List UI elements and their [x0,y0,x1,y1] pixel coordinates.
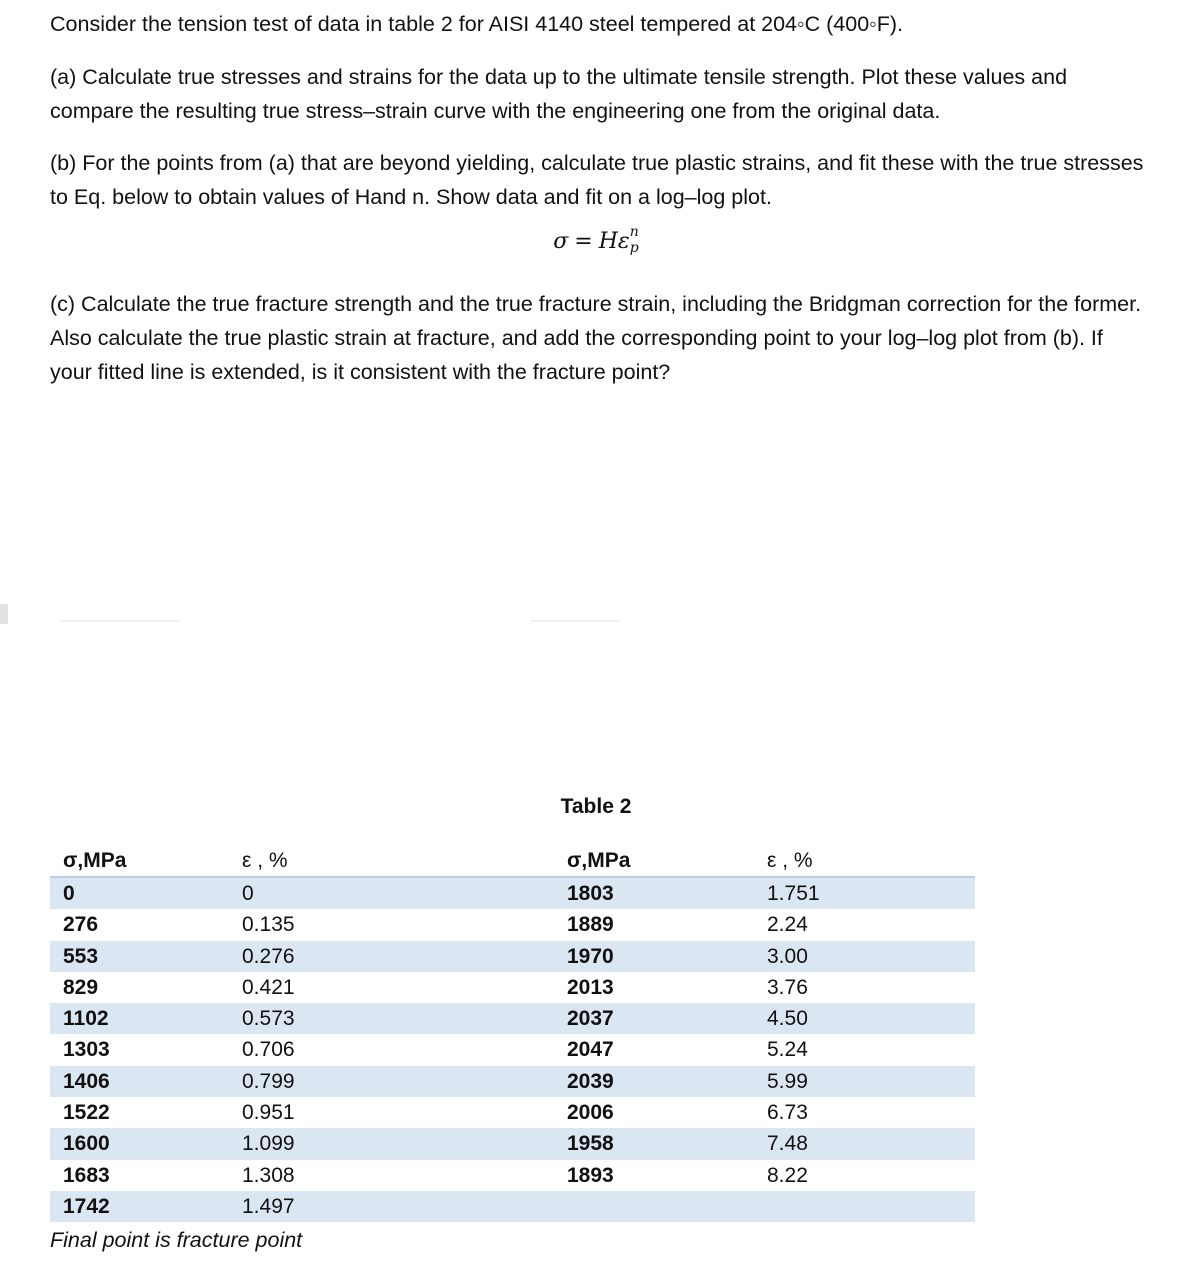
cell-stress: 1102 [63,1007,109,1031]
cell-strain: 2.24 [767,913,808,937]
cell-stress: 1522 [63,1101,110,1125]
equation-exponent: n [629,224,639,240]
table-header-row [50,846,975,878]
cell-stress: 276 [63,913,99,937]
equation-coefficient: H [598,229,618,254]
equation-subscript: p [629,240,639,256]
table-row [50,1128,975,1159]
problem-part-a: (a) Calculate true stresses and strains for the data up to the ultimate tensile strength. Plot these values and compare the resulting true stress–strain curve with the engineering one from the original data. [50,65,1068,123]
tension-data-table [50,846,975,1222]
problem-part-c: (c) Calculate the true fracture strength and the true fracture strain, including the Bridgman correction for the former. Also calculate the true plastic strain at fracture, and add the corresponding point to your log–log plot from (b). If your fitted line is extended, is it consistent with the fracture point? [50,292,1142,384]
cell-strain: 0.276 [242,944,295,968]
cell-strain: 1.497 [242,1194,295,1218]
table-row [50,1097,975,1128]
problem-part-b: (b) For the points from (a) that are beyond yielding, calculate true plastic strains, and fit these with the true stresses to Eq. below to obtain values of Hand n. Show data and fit on a log–log plot. [50,151,1144,209]
table-row [50,941,975,972]
table-row [50,972,975,1003]
cell-stress: 1303 [63,1038,110,1062]
cell-strain: 0.135 [242,913,295,937]
table-row [50,878,975,909]
cell-strain: 3.00 [767,944,808,968]
cell-stress: 0 [63,882,75,905]
cell-stress: 1889 [567,913,614,937]
equation-equals: = [574,229,593,254]
cell-stress: 2037 [567,1007,614,1031]
table-row [50,909,975,940]
cell-strain: 7.48 [767,1132,808,1156]
table-footnote: Final point is fracture point [50,1228,303,1252]
cell-stress: 829 [63,975,99,999]
cell-strain: 0 [242,882,254,905]
cell-strain: 4.50 [767,1007,808,1031]
cell-stress: 1958 [567,1132,614,1156]
equation-variable: ε [617,229,630,254]
cell-strain: 0.573 [242,1007,295,1031]
cell-strain: 0.706 [242,1038,295,1062]
hollomon-equation [0,224,1179,256]
scan-artifact-line [530,620,620,622]
table-row [50,1160,975,1191]
cell-strain: 3.76 [767,975,808,999]
cell-stress: 1742 [63,1194,110,1218]
problem-intro: Consider the tension test of data in table 2 for AISI 4140 steel tempered at 204◦C (400◦F). [50,12,904,36]
cell-stress: 1970 [567,944,614,968]
cell-strain: 1.308 [242,1163,295,1187]
cell-strain: 1.751 [767,882,820,905]
cell-stress: 1683 [63,1163,110,1187]
table-row [50,1034,975,1065]
cell-strain: 5.24 [767,1038,808,1062]
table-row [50,1066,975,1097]
header-stress: σ,MPa [567,849,631,872]
cell-strain: 8.22 [767,1163,808,1187]
cell-stress: 1893 [567,1163,614,1187]
scan-artifact-line [60,620,180,622]
header-stress: σ,MPa [63,849,127,872]
equation-lhs: σ [553,229,569,254]
scan-artifact [0,604,8,624]
table-caption: Table 2 [560,795,632,818]
cell-strain: 5.99 [767,1069,808,1093]
cell-strain: 0.421 [242,975,295,999]
cell-stress: 2039 [567,1069,614,1093]
cell-strain: 0.951 [242,1101,295,1125]
cell-strain: 0.799 [242,1069,295,1093]
header-strain: ε , % [767,849,813,872]
cell-strain: 6.73 [767,1101,808,1125]
cell-stress: 2047 [567,1038,614,1062]
cell-strain: 1.099 [242,1132,295,1156]
cell-stress: 1600 [63,1132,110,1156]
cell-stress: 553 [63,944,99,968]
header-strain: ε , % [242,849,288,872]
table-row [50,1191,975,1222]
cell-stress: 2013 [567,975,614,999]
cell-stress: 2006 [567,1101,614,1125]
table-row [50,1003,975,1034]
cell-stress: 1406 [63,1069,110,1093]
cell-stress: 1803 [567,882,614,905]
